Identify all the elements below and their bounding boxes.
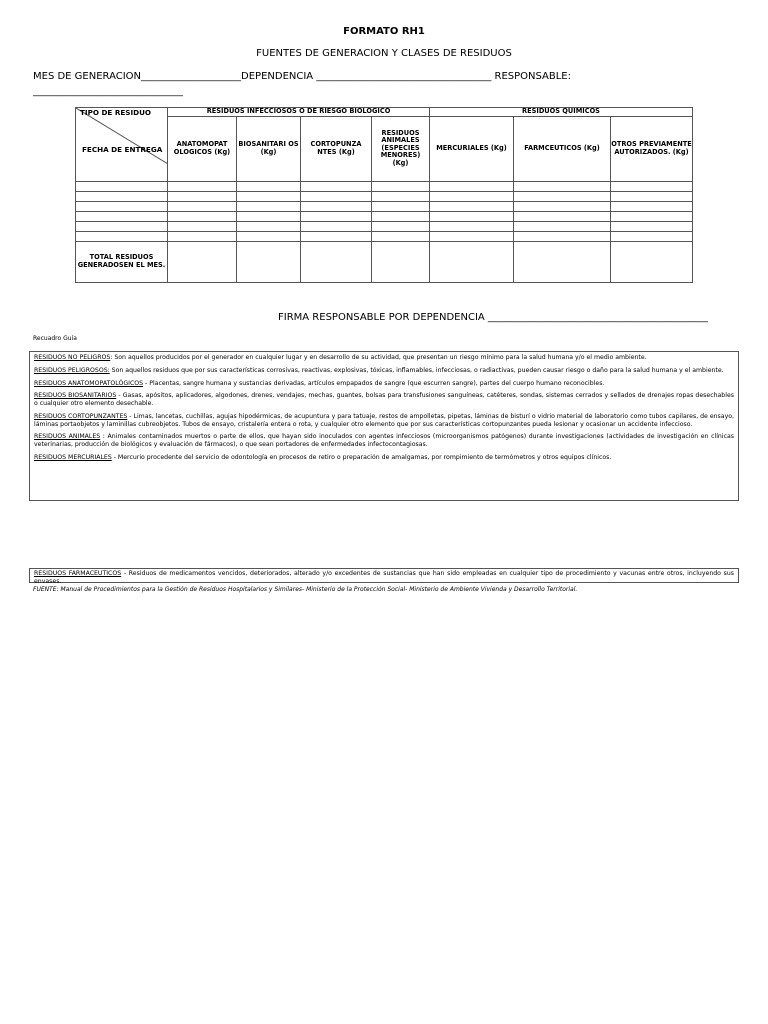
table-row: [76, 211, 693, 221]
quantity-cell[interactable]: [430, 221, 514, 231]
guide-item: [34, 367, 734, 375]
guide-text: - Residuos de medicamentos vencidos, deteriorados, alterado y/o excedentes de sustancias que han sido empleadas en cualquier tipo de procedimiento y vacunas entre otros, incluyendo sus envases.: [34, 570, 734, 585]
form-subtitle: FUENTES DE GENERACION Y CLASES DE RESIDUOS: [256, 48, 512, 59]
recuadro-guia-label: Recuadro Guía: [33, 335, 77, 342]
date-cell[interactable]: [76, 211, 168, 221]
quantity-cell[interactable]: [237, 201, 301, 211]
quantity-cell[interactable]: [611, 191, 693, 201]
guide-text: - Placentas, sangre humana y sustancias derivadas, artículos empapados de sangre (que escurren sangre), partes del cuerpo humano reconocibles.: [143, 379, 605, 387]
guide-box: [29, 351, 739, 501]
guide-term: RESIDUOS NO PELIGROS: [34, 354, 111, 361]
farmaceuticos-box: [29, 568, 739, 583]
corner-label-fecha: FECHA DE ENTREGA: [82, 145, 163, 154]
table-row: [76, 191, 693, 201]
total-cell[interactable]: [301, 241, 372, 282]
quantity-cell[interactable]: [611, 231, 693, 241]
guide-term: RESIDUOS CORTOPUNZANTES: [34, 412, 128, 420]
quantity-cell[interactable]: [514, 211, 611, 221]
table-row: [76, 231, 693, 241]
date-cell[interactable]: [76, 201, 168, 211]
guide-term: RESIDUOS ANIMALES: [34, 433, 101, 441]
quantity-cell[interactable]: [430, 181, 514, 191]
quantity-cell[interactable]: [514, 191, 611, 201]
quantity-cell[interactable]: [301, 231, 372, 241]
col-header-animales: RESIDUOS ANIMALES (ESPECIES MENORES) (Kg): [372, 116, 430, 181]
quantity-cell[interactable]: [301, 191, 372, 201]
quantity-cell[interactable]: [430, 191, 514, 201]
quantity-cell[interactable]: [372, 221, 430, 231]
quantity-cell[interactable]: [514, 201, 611, 211]
guide-text: - Limas, lancetas, cuchillas, agujas hipodérmicas, de acupuntura y para tatuaje, restos de ampolletas, pipetas, láminas de bisturí o vidrio material de laboratorio como tubos capilares, de ensayo, láminas portaobjetos y laminillas cubreobjetos. Tubos de ensayo, cristalería entera o rota, y cualquier otro elemento que por sus características cortopunzantes pueda lesionar y ocasionar un accidente infeccioso.: [34, 412, 734, 428]
guide-item: [34, 433, 734, 449]
responsable-field-line[interactable]: ______________________________: [33, 86, 183, 97]
date-cell[interactable]: [76, 231, 168, 241]
guide-text: : Animales contaminados muertos o parte de ellos, que hayan sido inoculados con agentes infecciosos (microorganismos patógenos) durante investigaciones (actividades de investigación en clínicas veterinarias, producción de biológicos y evaluación de fármacos), o que sean portadores de enfermedades infectocontagiosas.: [34, 433, 734, 448]
total-cell[interactable]: [514, 241, 611, 282]
table-row: [76, 181, 693, 191]
total-cell[interactable]: [372, 241, 430, 282]
corner-diagonal: [76, 108, 168, 174]
guide-item: [34, 413, 734, 429]
total-cell[interactable]: [237, 241, 301, 282]
date-cell[interactable]: [76, 181, 168, 191]
guide-item: [34, 454, 734, 462]
quantity-cell[interactable]: [430, 211, 514, 221]
group-header-quimicos: RESIDUOS QUIMICOS: [430, 108, 693, 117]
group-header-infecciosos: RESIDUOS INFECCIOSOS O DE RIESGO BIOLOGICO: [168, 108, 430, 117]
guide-text: - Gasas, apósitos, aplicadores, algodones, drenes, vendajes, mechas, guantes, bolsas para transfusiones sanguíneas, catéteres, sondas, sistemas cerrados y sellados de drenajes ropas desechables o cualquier otro elemento desechable.: [34, 392, 734, 407]
guide-item: [34, 570, 734, 586]
quantity-cell[interactable]: [237, 181, 301, 191]
total-label: TOTAL RESIDUOS GENERADOSEN EL MES.: [76, 241, 168, 282]
fuente-note: FUENTE: Manual de Procedimientos para la Gestión de Residuos Hospitalarios y Similares- Ministerio de la Protección Social- Ministerio de Ambiente Vivienda y Desarrollo Territorial.: [33, 586, 578, 593]
col-header-biosanitarios: BIOSANITARI OS (Kg): [237, 116, 301, 181]
form-title: FORMATO RH1: [343, 26, 425, 37]
header-fields-line[interactable]: MES DE GENERACION____________________DEPENDENCIA ___________________________________ RESPONSABLE:: [33, 71, 571, 82]
table-row: [76, 201, 693, 211]
quantity-cell[interactable]: [430, 201, 514, 211]
guide-item: [34, 354, 734, 362]
quantity-cell[interactable]: [168, 201, 237, 211]
quantity-cell[interactable]: [430, 231, 514, 241]
date-cell[interactable]: [76, 221, 168, 231]
table-row: [76, 221, 693, 231]
quantity-cell[interactable]: [372, 191, 430, 201]
quantity-cell[interactable]: [611, 211, 693, 221]
guide-term: RESIDUOS MERCURIALES: [34, 453, 112, 461]
guide-item: [34, 380, 734, 388]
quantity-cell[interactable]: [168, 211, 237, 221]
total-cell[interactable]: [168, 241, 237, 282]
quantity-cell[interactable]: [237, 191, 301, 201]
guide-term: RESIDUOS FARMACEUTICOS: [34, 570, 122, 577]
total-cell[interactable]: [611, 241, 693, 282]
col-header-farmaceuticos: FARMCEUTICOS (Kg): [514, 116, 611, 181]
col-header-mercuriales: MERCURIALES (Kg): [430, 116, 514, 181]
quantity-cell[interactable]: [611, 201, 693, 211]
quantity-cell[interactable]: [611, 221, 693, 231]
quantity-cell[interactable]: [168, 221, 237, 231]
guide-item: [34, 392, 734, 408]
col-header-cortopunzantes: CORTOPUNZA NTES (Kg): [301, 116, 372, 181]
quantity-cell[interactable]: [168, 231, 237, 241]
quantity-cell[interactable]: [237, 231, 301, 241]
guide-term: RESIDUOS PELIGROSOS:: [34, 366, 110, 374]
firma-responsable-line[interactable]: FIRMA RESPONSABLE POR DEPENDENCIA ____________________________________________: [278, 312, 708, 323]
total-row: [76, 241, 693, 282]
date-cell[interactable]: [76, 191, 168, 201]
quantity-cell[interactable]: [237, 211, 301, 221]
guide-text: Son aquellos residuos que por sus características corrosivas, reactivas, explosivas, tóxicas, inflamables, infecciosas, o radiactivas, pueden causar riesgo o daño para la salud humana y el ambiente.: [109, 366, 724, 374]
quantity-cell[interactable]: [301, 221, 372, 231]
quantity-cell[interactable]: [372, 181, 430, 191]
guide-text: : Son aquellos producidos por el generador en cualquier lugar y en desarrollo de su actividad, que presentan un riesgo mínimo para la salud humana y/o el medio ambiente.: [110, 354, 647, 361]
quantity-cell[interactable]: [301, 201, 372, 211]
guide-term: RESIDUOS BIOSANITARIOS: [34, 392, 117, 400]
quantity-cell[interactable]: [168, 181, 237, 191]
quantity-cell[interactable]: [514, 231, 611, 241]
quantity-cell[interactable]: [611, 181, 693, 191]
quantity-cell[interactable]: [168, 191, 237, 201]
corner-label-tipo: TIPO DE RESIDUO: [80, 108, 152, 117]
quantity-cell[interactable]: [301, 181, 372, 191]
quantity-cell[interactable]: [514, 181, 611, 191]
waste-table: [75, 107, 693, 283]
table-corner-header: [76, 108, 168, 182]
quantity-cell[interactable]: [372, 201, 430, 211]
total-cell[interactable]: [430, 241, 514, 282]
guide-term: RESIDUOS ANATOMOPATOLÓGICOS: [34, 379, 144, 387]
quantity-cell[interactable]: [237, 221, 301, 231]
col-header-otros: OTROS PREVIAMENTE AUTORIZADOS. (Kg): [611, 116, 693, 181]
quantity-cell[interactable]: [514, 221, 611, 231]
quantity-cell[interactable]: [372, 211, 430, 221]
col-header-anatomopatologicos: ANATOMOPAT OLOGICOS (Kg): [168, 116, 237, 181]
quantity-cell[interactable]: [372, 231, 430, 241]
quantity-cell[interactable]: [301, 211, 372, 221]
guide-text: - Mercurio procedente del servicio de odontología en procesos de retiro o preparación de amalgamas, por rompimiento de termómetros y otros equipos clínicos.: [111, 453, 612, 461]
